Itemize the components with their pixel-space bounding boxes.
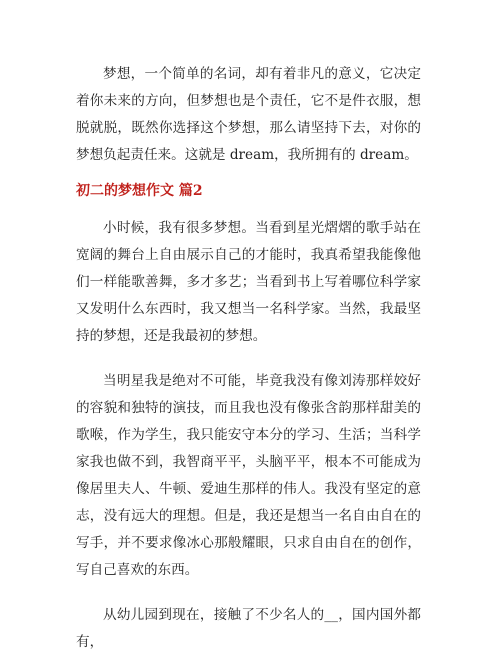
paragraph-childhood: 小时候，我有很多梦想。当看到星光熠熠的歌手站在宽阔的舞台上自由展示自己的才能时，我真希望我能像他们一样能歌善舞，多才多艺；当看到书上写着哪位科学家又发明什么东西时，我又想当一名科学家。当然，我最坚持的梦想，还是我最初的梦想。 (76, 220, 421, 344)
paragraph-kindergarten: 从幼儿园到现在，接触了不少名人的__，国内国外都有， (76, 607, 421, 650)
spacer (76, 169, 421, 179)
spacer (76, 350, 421, 368)
spacer (76, 584, 421, 602)
spacer (76, 203, 421, 215)
paragraph-intro: 梦想，一个简单的名词，却有着非凡的意义，它决定着你未来的方向，但梦想也是个责任，它不是件衣服，想脱就脱，既然你选择这个梦想，那么请坚持下去，对你的梦想负起责任来。这就是 dream，我所拥有的 dream。 (76, 66, 421, 163)
paragraph-star: 当明星我是绝对不可能，毕竟我没有像刘涛那样姣好的容貌和独特的演技，而且我也没有像张含韵那样甜美的歌喉，作为学生，我只能安守本分的学习、生活；当科学家我也做不到，我智商平平，头脑平平，根本不可能成为像居里夫人、牛顿、爱迪生那样的伟人。我没有坚定的意志，没有远大的理想。但是，我还是想当一名自由自在的写手，并不要求像冰心那般耀眼，只求自由自在的创作，写自己喜欢的东西。 (76, 373, 421, 578)
document-body (76, 61, 421, 656)
section-heading: 初二的梦想作文 篇2 (76, 183, 203, 199)
